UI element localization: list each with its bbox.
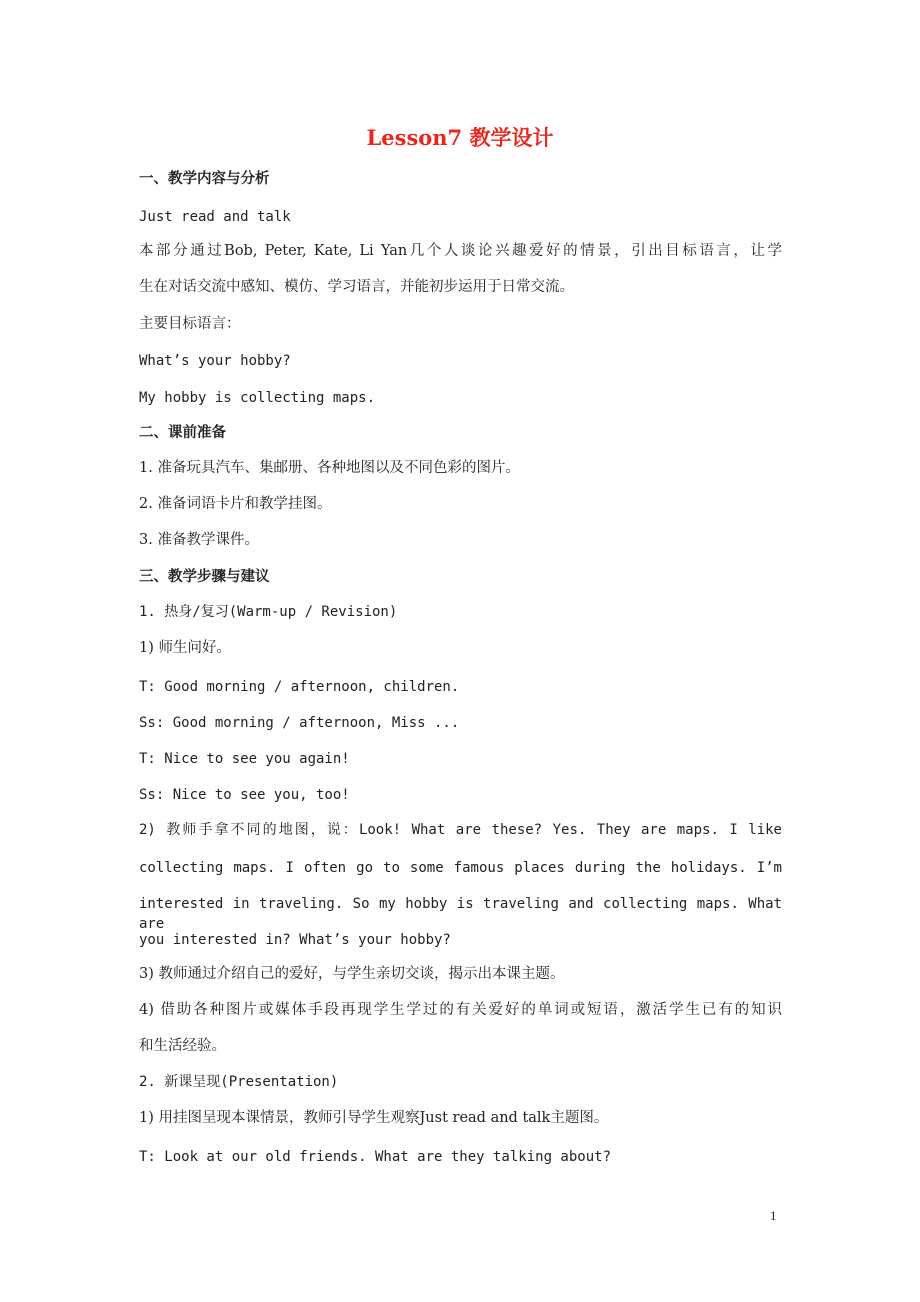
paragraph-line: 本部分通过Bob, Peter, Kate, Li Yan几个人谈论兴趣爱好的情景，引出目标语言，让学 [139,243,782,259]
paragraph-line: 2) 教师手拿不同的地图，说：Look! What are these? Yes. They are maps. I like [139,822,782,838]
step-item: 3) 教师通过介绍自己的爱好，与学生亲切交谈，揭示出本课主题。 [139,966,565,982]
paragraph-line: 4) 借助各种图片或媒体手段再现学生学过的有关爱好的单词或短语，激活学生已有的知识 [139,1002,782,1018]
dialogue-line: Ss: Nice to see you, too! [139,787,350,803]
dialogue-line: T: Good morning / afternoon, children. [139,679,460,695]
step-item: 1) 用挂图呈现本课情景，教师引导学生观察Just read and talk主题图。 [139,1110,609,1126]
paragraph-line: 生在对话交流中感知、模仿、学习语言，并能初步运用于日常交流。 [139,279,574,295]
section-heading-teaching-steps: 三、教学步骤与建议 [139,569,270,585]
target-sentence: My hobby is collecting maps. [139,390,376,406]
dialogue-line: T: Nice to see you again! [139,751,350,767]
dialogue-line: T: Look at our old friends. What are they talking about? [139,1149,612,1165]
paragraph-line: 和生活经验。 [139,1038,226,1054]
list-item: 3. 准备教学课件。 [139,532,259,548]
page-number: 1 [770,1208,777,1223]
section-heading-preparation: 二、课前准备 [139,425,226,441]
step-heading: 1. 热身/复习(Warm-up / Revision) [139,604,398,620]
section-subtitle: Just read and talk [139,209,291,225]
list-item: 2. 准备词语卡片和教学挂图。 [139,496,332,512]
paragraph-line: interested in traveling. So my hobby is traveling and collecting maps. What are [139,896,782,932]
document-title: Lesson7 教学设计 [366,125,554,150]
step-item: 1) 师生问好。 [139,640,231,656]
section-heading-content-analysis: 一、教学内容与分析 [139,171,270,187]
paragraph-line: collecting maps. I often go to some famous places during the holidays. I’m [139,860,782,876]
target-sentence: What’s your hobby? [139,353,291,369]
paragraph-line: you interested in? What’s your hobby? [139,932,451,948]
list-item: 1. 准备玩具汽车、集邮册、各种地图以及不同色彩的图片。 [139,460,520,476]
step-heading: 2. 新课呈现(Presentation) [139,1074,339,1090]
dialogue-line: Ss: Good morning / afternoon, Miss ... [139,715,460,731]
target-language-label: 主要目标语言： [139,316,241,332]
